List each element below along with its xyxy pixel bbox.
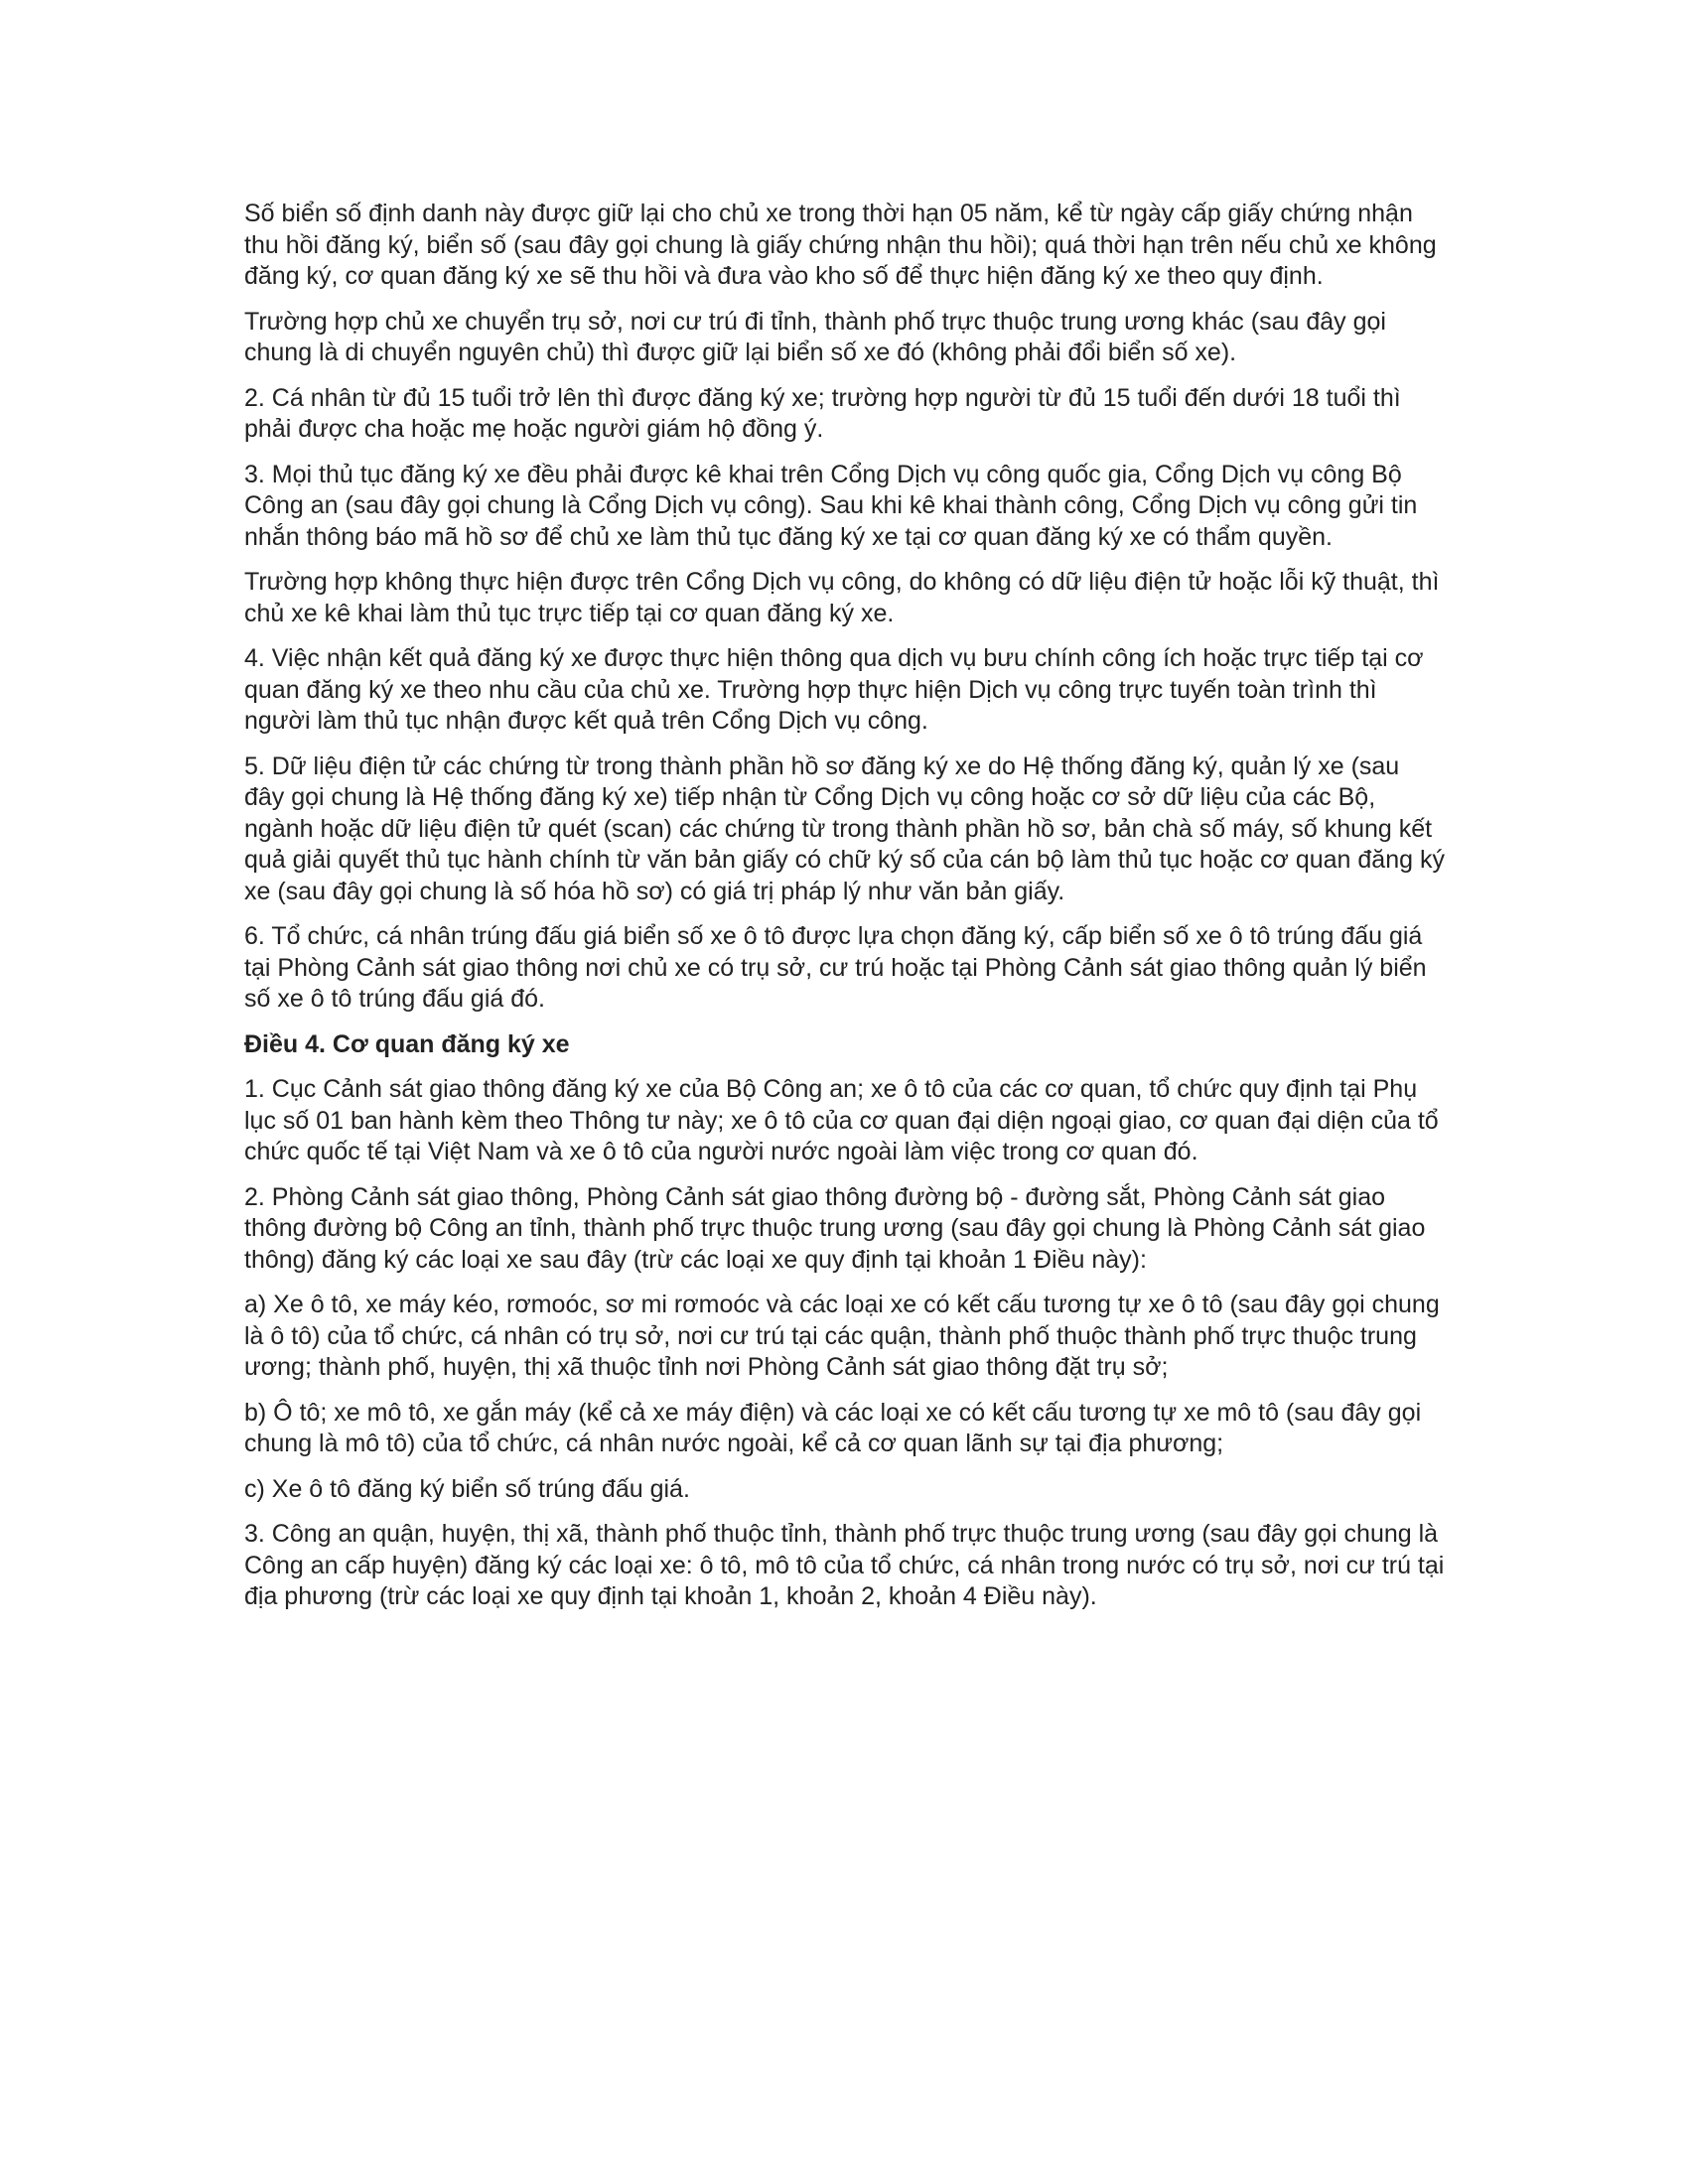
paragraph: 6. Tổ chức, cá nhân trúng đấu giá biển số xe ô tô được lựa chọn đăng ký, cấp biển số xe ô tô trúng đấu giá tại Phòng Cảnh sát giao thông nơi chủ xe có trụ sở, cư trú hoặc tại Phòng Cảnh sát giao thông quản lý biển số xe ô tô trúng đấu giá đó. <box>244 922 1427 1013</box>
paragraph: 2. Cá nhân từ đủ 15 tuổi trở lên thì được đăng ký xe; trường hợp người từ đủ 15 tuổi đến dưới 18 tuổi thì phải được cha hoặc mẹ hoặc người giám hộ đồng ý. <box>244 383 1401 443</box>
paragraph: 1. Cục Cảnh sát giao thông đăng ký xe của Bộ Công an; xe ô tô của các cơ quan, tổ chức quy định tại Phụ lục số 01 ban hành kèm theo Thông tư này; xe ô tô của cơ quan đại diện ngoại giao, cơ quan đại diện của tổ chức quốc tế tại Việt Nam và xe ô tô của người nước ngoài làm việc trong cơ quan đó. <box>244 1075 1439 1165</box>
paragraph: Trường hợp không thực hiện được trên Cổng Dịch vụ công, do không có dữ liệu điện tử hoặc lỗi kỹ thuật, thì chủ xe kê khai làm thủ tục trực tiếp tại cơ quan đăng ký xe. <box>244 568 1440 627</box>
paragraph: 2. Phòng Cảnh sát giao thông, Phòng Cảnh sát giao thông đường bộ - đường sắt, Phòng Cảnh sát giao thông đường bộ Công an tỉnh, thành phố trực thuộc trung ương (sau đây gọi chung là Phòng Cảnh sát giao thông) đăng ký các loại xe sau đây (trừ các loại xe quy định tại khoản 1 Điều này): <box>244 1182 1426 1274</box>
paragraph: 4. Việc nhận kết quả đăng ký xe được thực hiện thông qua dịch vụ bưu chính công ích hoặc trực tiếp tại cơ quan đăng ký xe theo nhu cầu của chủ xe. Trường hợp thực hiện Dịch vụ công trực tuyến toàn trình thì người làm thủ tục nhận được kết quả trên Cổng Dịch vụ công. <box>244 644 1424 735</box>
paragraph: Trường hợp chủ xe chuyển trụ sở, nơi cư trú đi tỉnh, thành phố trực thuộc trung ương khác (sau đây gọi chung là di chuyển nguyên chủ) thì được giữ lại biển số xe đó (không phải đổi biển số xe). <box>244 307 1386 366</box>
paragraph: 3. Công an quận, huyện, thị xã, thành phố thuộc tỉnh, thành phố trực thuộc trung ương (sau đây gọi chung là Công an cấp huyện) đăng ký các loại xe: ô tô, mô tô của tổ chức, cá nhân trong nước có trụ sở, nơi cư trú tại địa phương (trừ các loại xe quy định tại khoản 1, khoản 2, khoản 4 Điều này). <box>244 1520 1445 1610</box>
paragraph: Số biển số định danh này được giữ lại cho chủ xe trong thời hạn 05 năm, kể từ ngày cấp giấy chứng nhận thu hồi đăng ký, biển số (sau đây gọi chung là giấy chứng nhận thu hồi); quá thời hạn trên nếu chủ xe không đăng ký, cơ quan đăng ký xe sẽ thu hồi và đưa vào kho số để thực hiện đăng ký xe theo quy định. <box>244 200 1437 290</box>
paragraph: 3. Mọi thủ tục đăng ký xe đều phải được kê khai trên Cổng Dịch vụ công quốc gia, Cổng Dịch vụ công Bộ Công an (sau đây gọi chung là Cổng Dịch vụ công). Sau khi kê khai thành công, Cổng Dịch vụ công gửi tin nhắn thông báo mã hồ sơ để chủ xe làm thủ tục đăng ký xe tại cơ quan đăng ký xe có thẩm quyền. <box>244 460 1418 551</box>
paragraph: a) Xe ô tô, xe máy kéo, rơmoóc, sơ mi rơmoóc và các loại xe có kết cấu tương tự xe ô tô (sau đây gọi chung là ô tô) của tổ chức, cá nhân có trụ sở, nơi cư trú tại các quận, thành phố thuộc thành phố trực thuộc trung ương; thành phố, huyện, thị xã thuộc tỉnh nơi Phòng Cảnh sát giao thông đặt trụ sở; <box>244 1291 1440 1381</box>
paragraph: c) Xe ô tô đăng ký biển số trúng đấu giá. <box>244 1474 690 1503</box>
article-heading: Điều 4. Cơ quan đăng ký xe <box>244 1029 570 1058</box>
paragraph: b) Ô tô; xe mô tô, xe gắn máy (kể cả xe máy điện) và các loại xe có kết cấu tương tự xe mô tô (sau đây gọi chung là mô tô) của tổ chức, cá nhân nước ngoài, kể cả cơ quan lãnh sự tại địa phương; <box>244 1398 1422 1457</box>
document-page <box>244 199 1446 1627</box>
paragraph: 5. Dữ liệu điện tử các chứng từ trong thành phần hồ sơ đăng ký xe do Hệ thống đăng ký, quản lý xe (sau đây gọi chung là Hệ thống đăng ký xe) tiếp nhận từ Cổng Dịch vụ công hoặc cơ sở dữ liệu của các Bộ, ngành hoặc dữ liệu điện tử quét (scan) các chứng từ trong thành phần hồ sơ, bản chà số máy, số khung kết quả giải quyết thủ tục hành chính từ văn bản giấy có chữ ký số của cán bộ làm thủ tục hoặc cơ quan đăng ký xe (sau đây gọi chung là số hóa hồ sơ) có giá trị pháp lý như văn bản giấy. <box>244 751 1445 905</box>
